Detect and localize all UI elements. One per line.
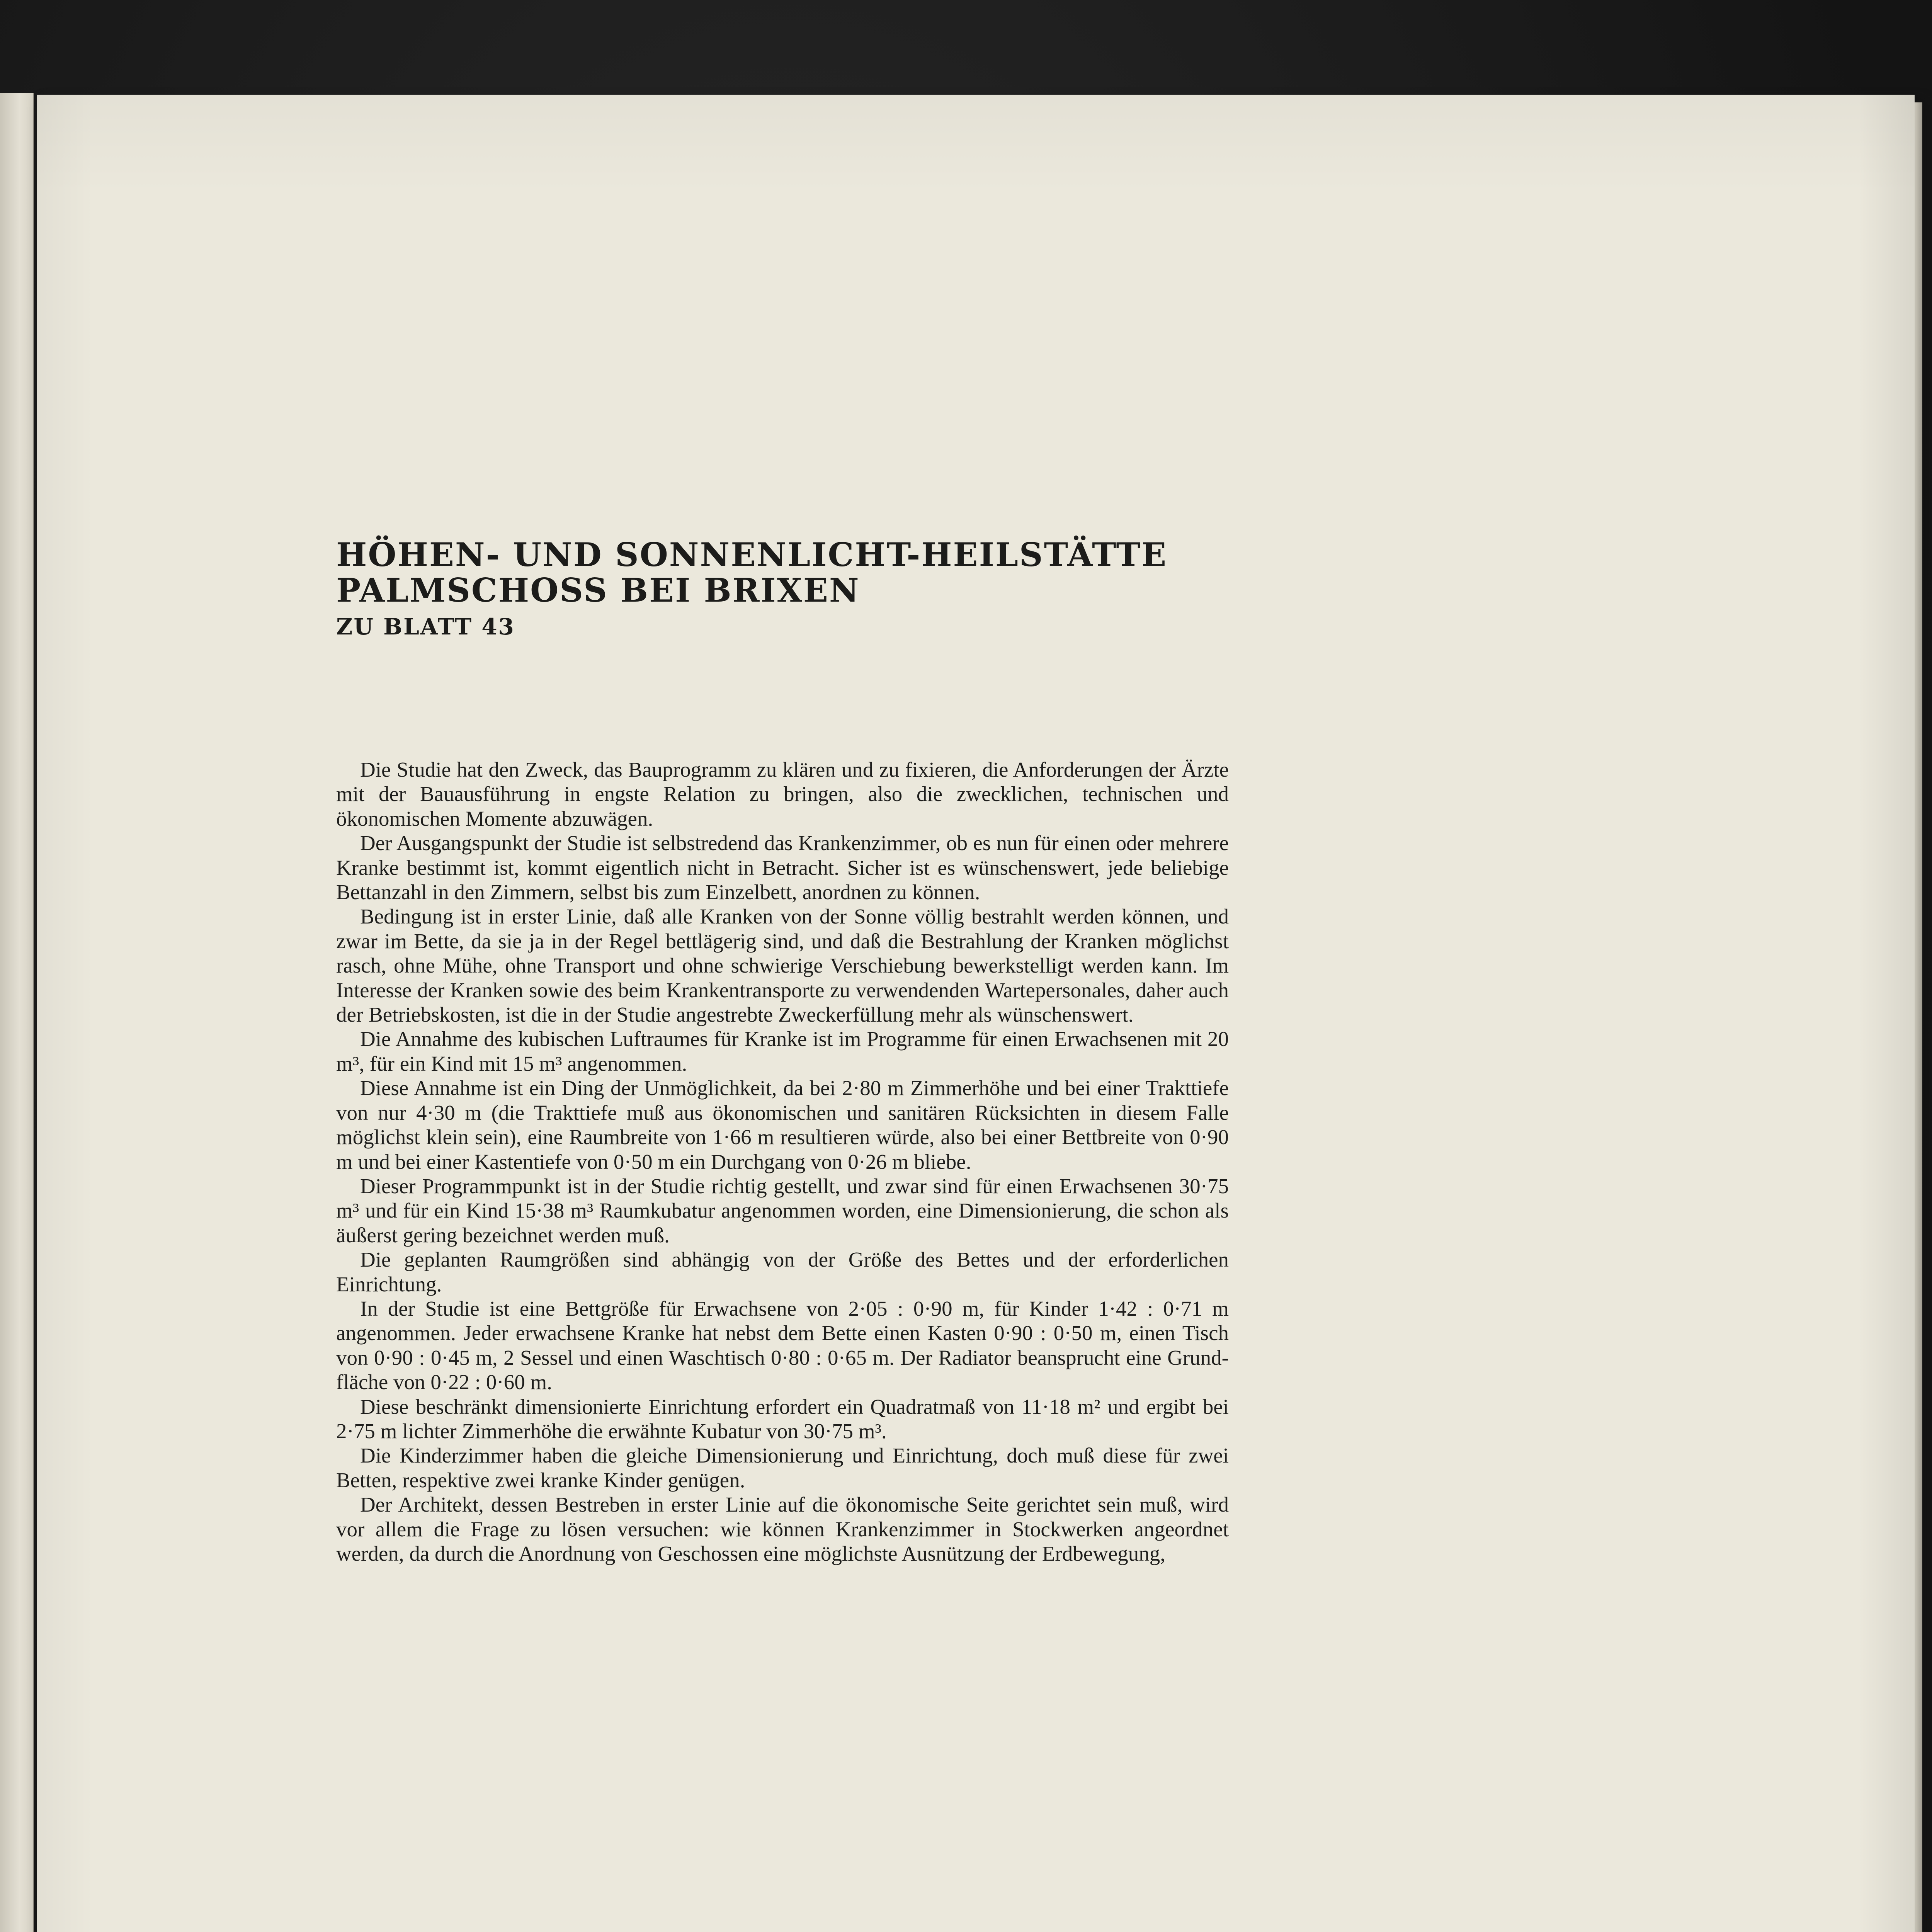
document-header <box>336 537 1279 640</box>
document-title: HÖHEN- UND SONNENLICHT-HEILSTÄTTE PALMSCHOSS BEI BRIXEN <box>336 536 1168 609</box>
paragraph: Die Annahme des kubischen Luftraumes für Kranke ist im Programme für einen Erwachsenen mit 20 m³, für ein Kind mit 15 m³ angenommen. <box>336 1027 1229 1075</box>
paragraph: Der Ausgangspunkt der Studie ist selbstredend das Krankenzimmer, ob es nun für einen oder mehrere Kranke bestimmt ist, kommt eigentlich nicht in Betracht. Sicher ist es wünschenswert, jede beliebige Bettanzahl in den Zimmern, selbst bis zum Einzelbett, anordnen zu können. <box>336 831 1229 904</box>
paragraph: In der Studie ist eine Bettgröße für Erwachsene von 2·05 : 0·90 m, für Kinder 1·42 : 0·71 m angenommen. Jeder erwachsene Kranke hat nebst dem Bette einen Kasten 0·90 : 0·50 m, einen Tisch von 0·90 : 0·45 m, 2 Sessel und einen Waschtisch 0·80 : 0·65 m. Der Radiator beansprucht eine Grundfläche von 0·22 : 0·60 m. <box>336 1296 1229 1394</box>
paragraph: Diese beschränkt dimensionierte Einrichtung erfordert ein Quadratmaß von 11·18 m² und ergibt bei 2·75 m lichter Zimmerhöhe die erwähnte Kubatur von 30·75 m³. <box>336 1395 1229 1443</box>
document-body <box>336 757 1229 1566</box>
paragraph: Dieser Programmpunkt ist in der Studie richtig gestellt, und zwar sind für einen Erwachsenen 30·75 m³ und für ein Kind 15·38 m³ Raumkubatur angenommen worden, eine Dimensionierung, die schon als äußerst gering bezeichnet werden muß. <box>336 1174 1229 1247</box>
previous-page-edge <box>0 93 34 1932</box>
paragraph: Die Studie hat den Zweck, das Bauprogramm zu klären und zu fixieren, die Anforderungen der Ärzte mit der Bauausführung in engste Relation zu bringen, also die zwecklichen, technischen und ökonomischen Momente abzuwägen. <box>336 758 1229 830</box>
document-subtitle: ZU BLATT 43 <box>336 614 515 640</box>
paragraph: Die Kinderzimmer haben die gleiche Dimensionierung und Einrichtung, doch muß diese für zwei Betten, respektive zwei kranke Kinder genügen. <box>336 1444 1229 1492</box>
paragraph: Der Architekt, dessen Bestreben in erster Linie auf die ökonomische Seite gerichtet sein muß, wird vor allem die Frage zu lösen versuchen: wie können Krankenzimmer in Stockwerken angeordnet werden, da durch die Anordnung von Geschossen eine möglichste Ausnützung der Erdbewegung, <box>336 1493 1229 1565</box>
paragraph: Diese Annahme ist ein Ding der Unmöglichkeit, da bei 2·80 m Zimmerhöhe und bei einer Trakttiefe von nur 4·30 m (die Trakttiefe muß aus ökonomischen und sanitären Rücksichten in diesem Falle möglichst klein sein), eine Raumbreite von 1·66 m resultieren würde, also bei einer Bettbreite von 0·90 m und bei einer Kastentiefe von 0·50 m ein Durchgang von 0·26 m bliebe. <box>336 1076 1229 1173</box>
paragraph: Bedingung ist in erster Linie, daß alle Kranken von der Sonne völlig bestrahlt werden können, und zwar im Bette, da sie ja in der Regel bettlägerig sind, und daß die Bestrahlung der Kranken möglichst rasch, ohne Mühe, ohne Transport und ohne schwierige Verschiebung bewerkstelligt werden kann. Im Interesse der Kranken sowie des beim Krankentransporte zu verwendenden Wartepersonales, daher auch der Betriebskosten, ist die in der Studie angestrebte Zweckerfüllung mehr als wünschenswert. <box>336 905 1229 1027</box>
paragraph: Die geplanten Raumgrößen sind abhängig von der Größe des Bettes und der erforderlichen Einrichtung. <box>336 1248 1229 1296</box>
